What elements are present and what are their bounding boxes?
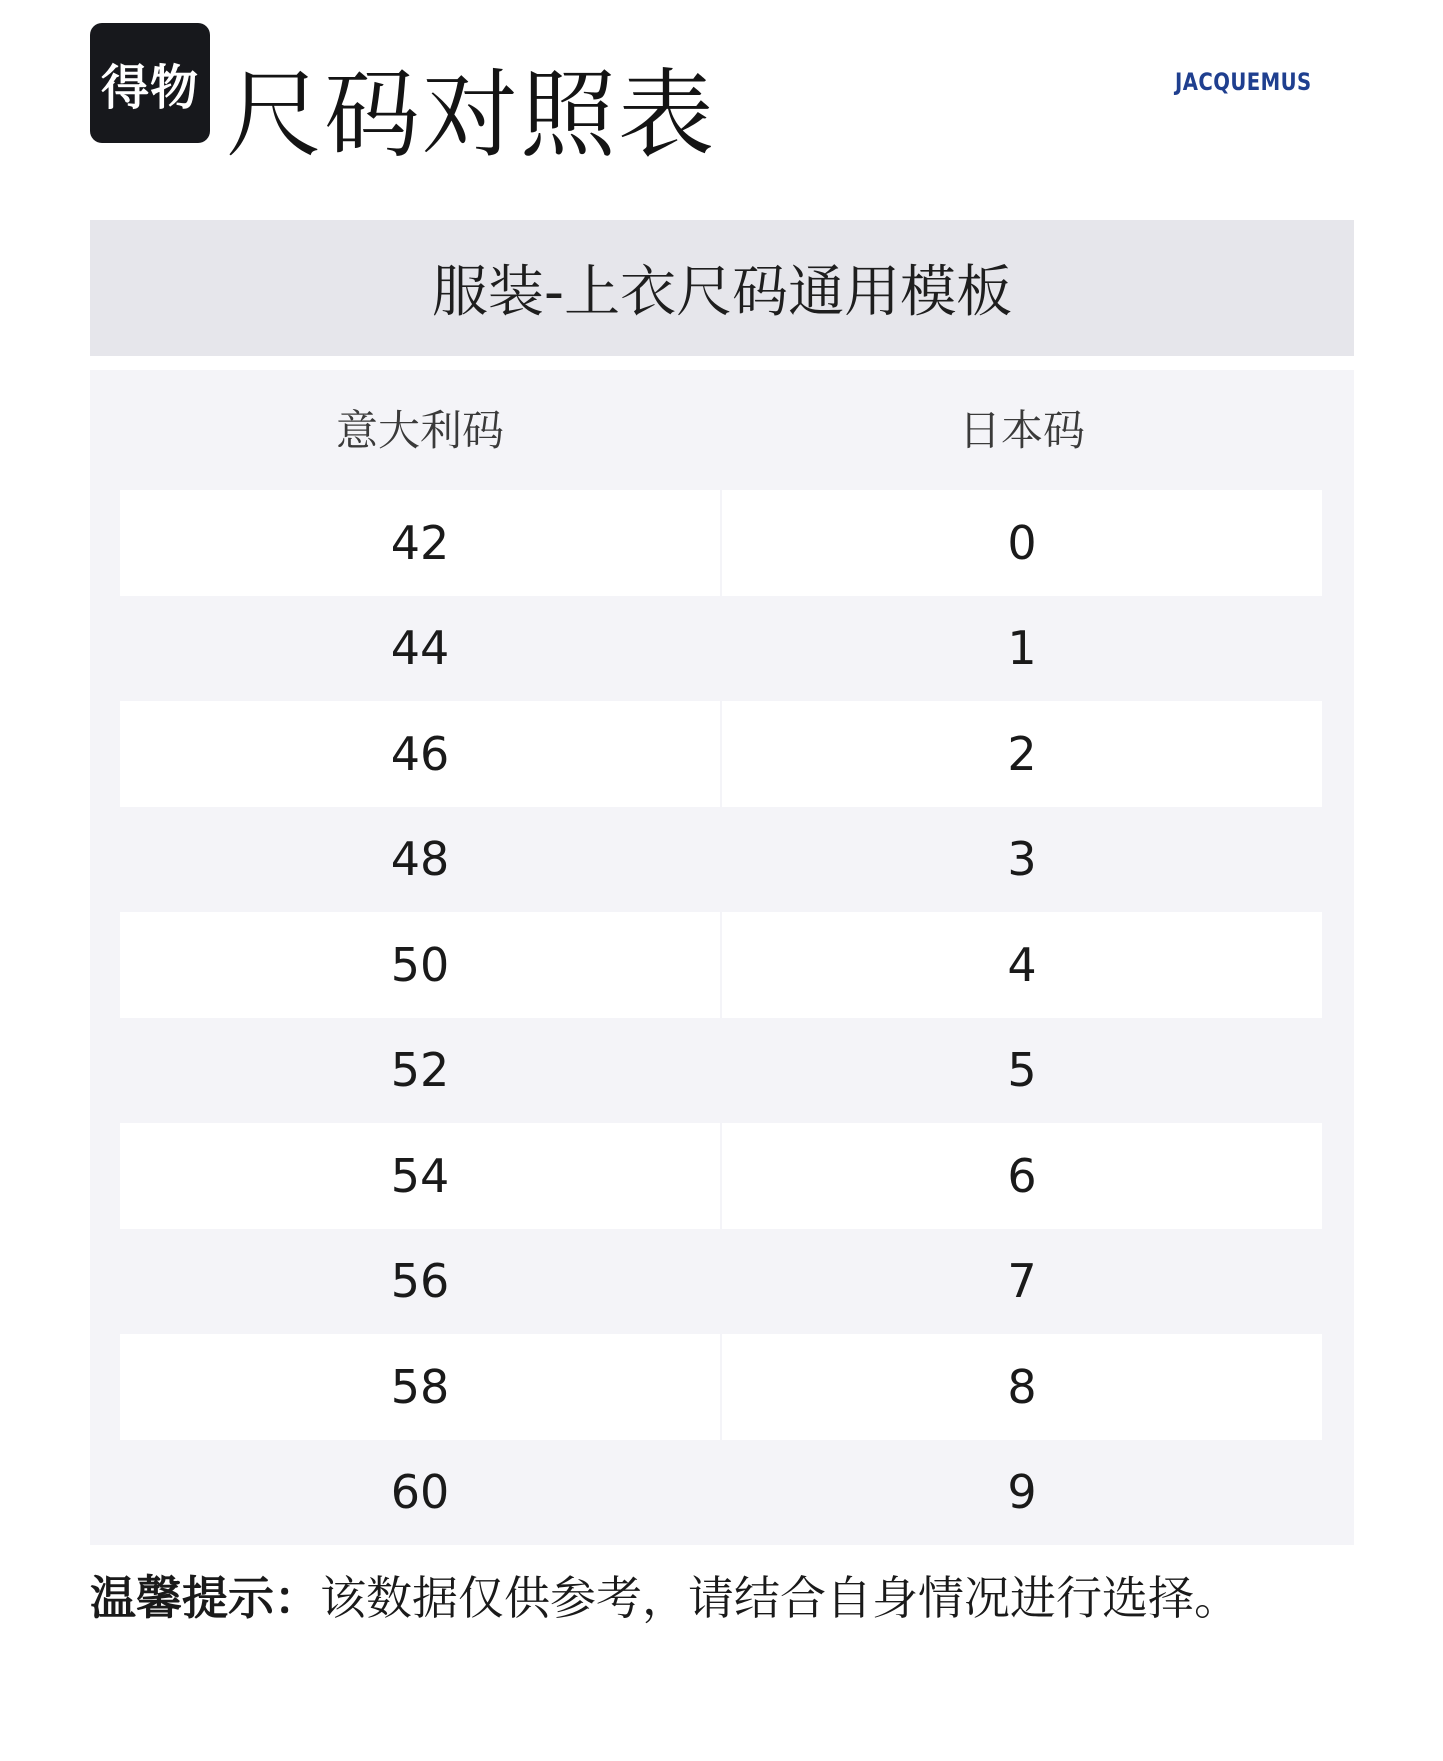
column-header-italy: 意大利码 (335, 406, 504, 455)
italy-size-cell: 58 (120, 1334, 720, 1440)
table-row (120, 912, 1322, 1018)
japan-size-cell: 3 (1007, 832, 1037, 887)
table-row (120, 596, 1322, 702)
italy-size-cell: 42 (120, 490, 720, 596)
japan-size-cell: 5 (1007, 1043, 1037, 1098)
italy-size-cell: 54 (120, 1123, 720, 1229)
italy-size-cell: 44 (390, 621, 450, 676)
japan-size-cell: 0 (722, 490, 1322, 596)
table-row (120, 1440, 1322, 1546)
size-table (90, 370, 1354, 1545)
template-title: 服装-上衣尺码通用模板 (90, 220, 1354, 356)
table-row (120, 1123, 1322, 1229)
japan-size-cell: 9 (1007, 1465, 1037, 1520)
table-row (120, 1229, 1322, 1335)
tip-text: 该数据仅供参考，请结合自身情况进行选择。 (320, 1571, 1240, 1625)
japan-size-cell: 1 (1007, 621, 1037, 676)
italy-size-cell: 56 (390, 1254, 450, 1309)
table-row (120, 1334, 1322, 1440)
table-row (120, 1018, 1322, 1124)
japan-size-cell: 8 (722, 1334, 1322, 1440)
table-row (120, 701, 1322, 807)
logo-text: 得物 (100, 59, 199, 116)
japan-size-cell: 4 (722, 912, 1322, 1018)
italy-size-cell: 60 (390, 1465, 450, 1520)
tip-note (90, 1565, 1354, 1625)
brand-logo: JACQUEMUS (1175, 68, 1312, 96)
column-header-japan: 日本码 (958, 406, 1085, 455)
dewu-logo (90, 23, 210, 143)
japan-size-cell: 7 (1007, 1254, 1037, 1309)
italy-size-cell: 52 (390, 1043, 450, 1098)
table-body (120, 490, 1322, 1545)
italy-size-cell: 48 (390, 832, 450, 887)
italy-size-cell: 46 (120, 701, 720, 807)
table-row (120, 807, 1322, 913)
japan-size-cell: 6 (722, 1123, 1322, 1229)
italy-size-cell: 50 (120, 912, 720, 1018)
page-title: 尺码对照表 (226, 59, 716, 171)
tip-label: 温馨提示： (90, 1571, 320, 1625)
table-row (120, 490, 1322, 596)
japan-size-cell: 2 (722, 701, 1322, 807)
